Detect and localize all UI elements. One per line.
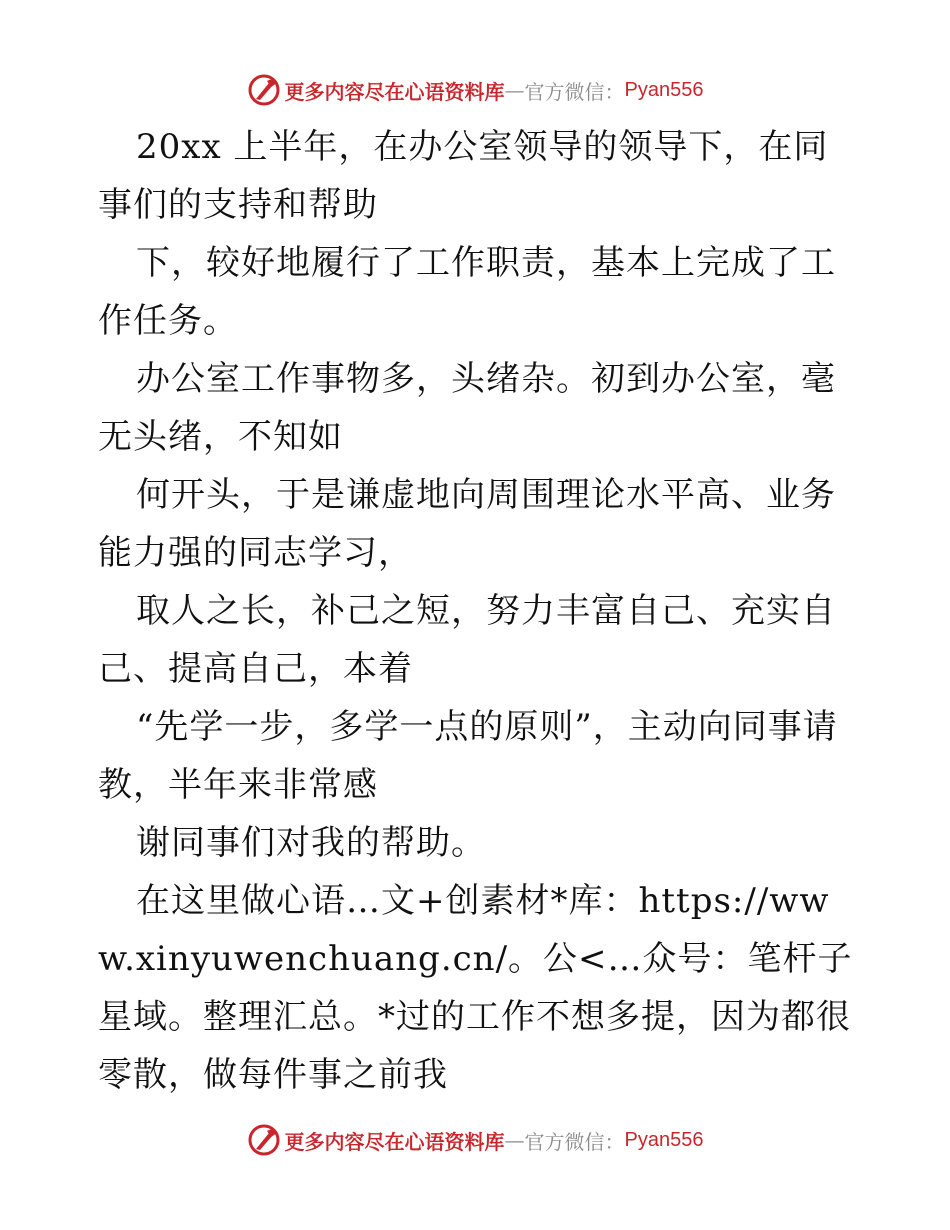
header-watermark-banner	[0, 72, 950, 108]
document-body	[98, 118, 858, 1104]
paragraph-5: 取人之长，补己之短，努力丰富自己、充实自己、提高自己，本着	[98, 591, 836, 689]
paragraph-6: “先学一步，多学一点的原则”，主动向同事请教，半年来非常感	[98, 707, 838, 805]
banner-separator: —	[504, 78, 525, 102]
banner-wechat-id: Pyan556	[624, 78, 704, 101]
footer-watermark-banner	[0, 1122, 950, 1158]
banner-main-text: 更多内容尽在心语资料库	[284, 1129, 505, 1154]
banner-separator: —	[504, 1128, 525, 1152]
banner-wechat-id: Pyan556	[624, 1128, 704, 1151]
quill-pen-logo-icon	[247, 73, 281, 107]
banner-sub-text: 官方微信：	[524, 79, 625, 104]
paragraph-1: 20xx 上半年，在办公室领导的领导下，在同事们的支持和帮助	[98, 127, 829, 225]
paragraph-8: 在这里做心语…文+创素材*库：https://www.xinyuwenchuang.cn/。公<…众号：笔杆子星域。整理汇总。*过的工作不想多提，因为都很零散，做每件事之前我	[98, 881, 853, 1095]
banner-main-text: 更多内容尽在心语资料库	[284, 79, 505, 104]
paragraph-4: 何开头，于是谦虚地向周围理论水平高、业务能力强的同志学习，	[98, 475, 836, 573]
paragraph-2: 下，较好地履行了工作职责，基本上完成了工作任务。	[98, 243, 836, 341]
paragraph-7: 谢同事们对我的帮助。	[136, 823, 486, 863]
banner-sub-text: 官方微信：	[524, 1129, 625, 1154]
paragraph-3: 办公室工作事物多，头绪杂。初到办公室，毫无头绪，不知如	[98, 359, 836, 457]
quill-pen-logo-icon	[247, 1123, 281, 1157]
